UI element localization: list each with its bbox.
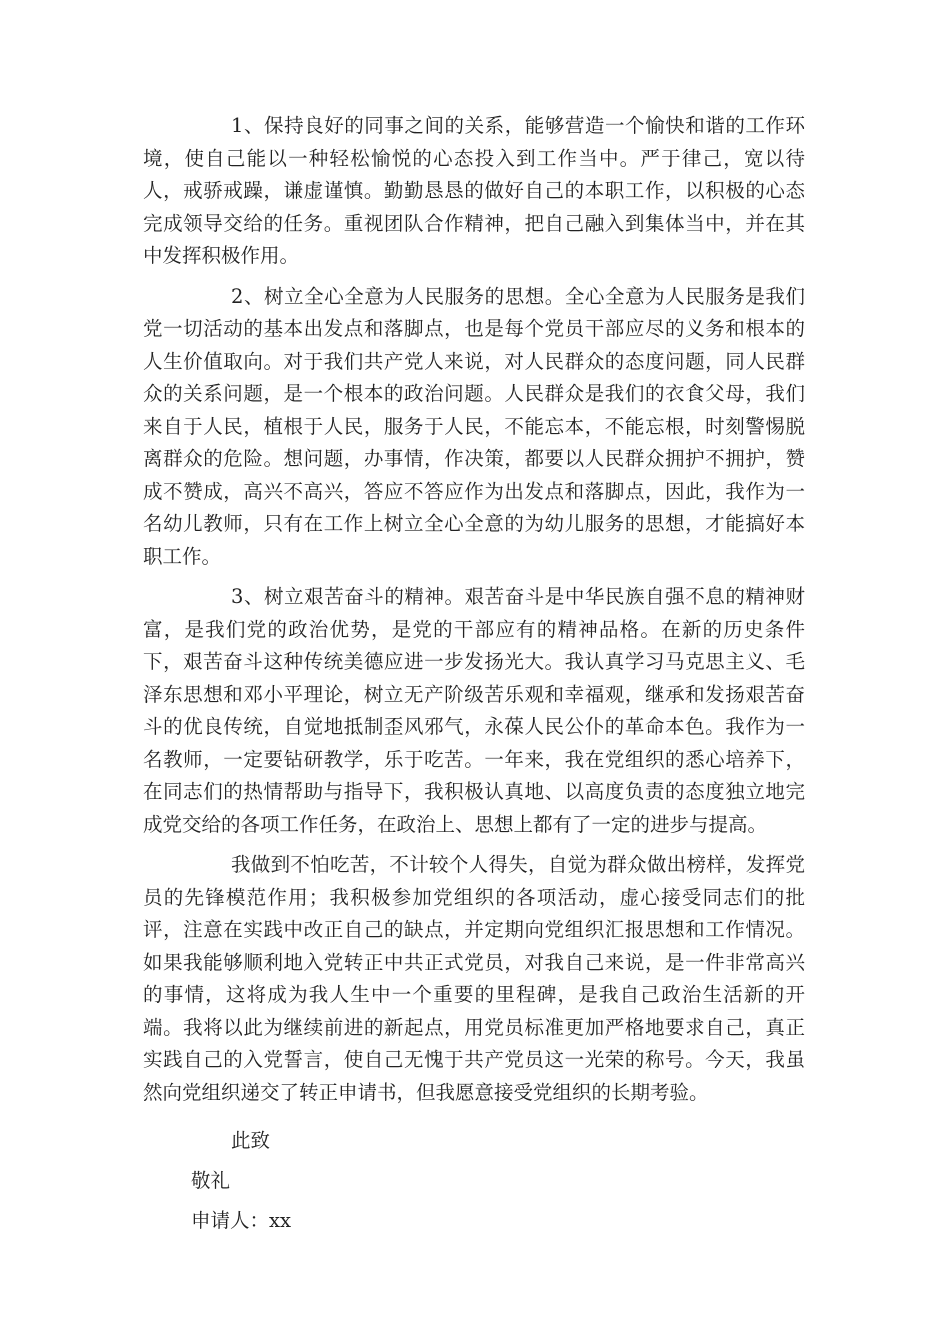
applicant-signature: 申请人：xx [191,1209,291,1232]
paragraph-4: 我做到不怕吃苦，不计较个人得失，自觉为群众做出榜样，发挥党员的先锋模范作用；我积极参加党组织的各项活动，虚心接受同志们的批评，注意在实践中改正自己的缺点，并定期向党组织汇报思想和工作情况。如果我能够顺利地入党转正中共正式党员，对我自己来说，是一件非常高兴的事情，这将成为我人生中一个重要的里程碑，是我自己政治生活新的开端。我将以此为继续前进的新起点，用党员标准更加严格地要求自己，真正实践自己的入党誓言，使自己无愧于共产党员这一光荣的称号。今天，我虽然向党组织递交了转正申请书，但我愿意接受党组织的长期考验。 [143,853,805,1104]
document-body [143,110,805,1241]
paragraph-1: 1、保持良好的同事之间的关系，能够营造一个愉快和谐的工作环境，使自己能以一种轻松愉悦的心态投入到工作当中。严于律己，宽以待人，戒骄戒躁，谦虚谨慎。勤勤恳恳的做好自己的本职工作，以积极的心态完成领导交给的任务。重视团队合作精神，把自己融入到集体当中，并在其中发挥积极作用。 [143,114,805,267]
paragraph-3: 3、树立艰苦奋斗的精神。艰苦奋斗是中华民族自强不息的精神财富，是我们党的政治优势，是党的干部应有的精神品格。在新的历史条件下，艰苦奋斗这种传统美德应进一步发扬光大。我认真学习马克思主义、毛泽东思想和邓小平理论，树立无产阶级苦乐观和幸福观，继承和发扬艰苦奋斗的优良传统，自觉地抵制歪风邪气，永葆人民公仆的革命本色。我作为一名教师，一定要钻研教学，乐于吃苦。一年来，我在党组织的悉心培养下，在同志们的热情帮助与指导下，我积极认真地、以高度负责的态度独立地完成党交给的各项工作任务，在政治上、思想上都有了一定的进步与提高。 [143,585,805,836]
paragraph-2: 2、树立全心全意为人民服务的思想。全心全意为人民服务是我们党一切活动的基本出发点和落脚点，也是每个党员干部应尽的义务和根本的人生价值取向。对于我们共产党人来说，对人民群众的态度问题，同人民群众的关系问题，是一个根本的政治问题。人民群众是我们的衣食父母，我们来自于人民，植根于人民，服务于人民，不能忘本，不能忘根，时刻警惕脱离群众的危险。想问题，办事情，作决策，都要以人民群众拥护不拥护，赞成不赞成，高兴不高兴，答应不答应作为出发点和落脚点，因此，我作为一名幼儿教师，只有在工作上树立全心全意的为幼儿服务的思想，才能搞好本职工作。 [143,284,805,568]
closing-regards: 敬礼 [191,1169,231,1192]
closing-salutation: 此致 [231,1129,271,1152]
